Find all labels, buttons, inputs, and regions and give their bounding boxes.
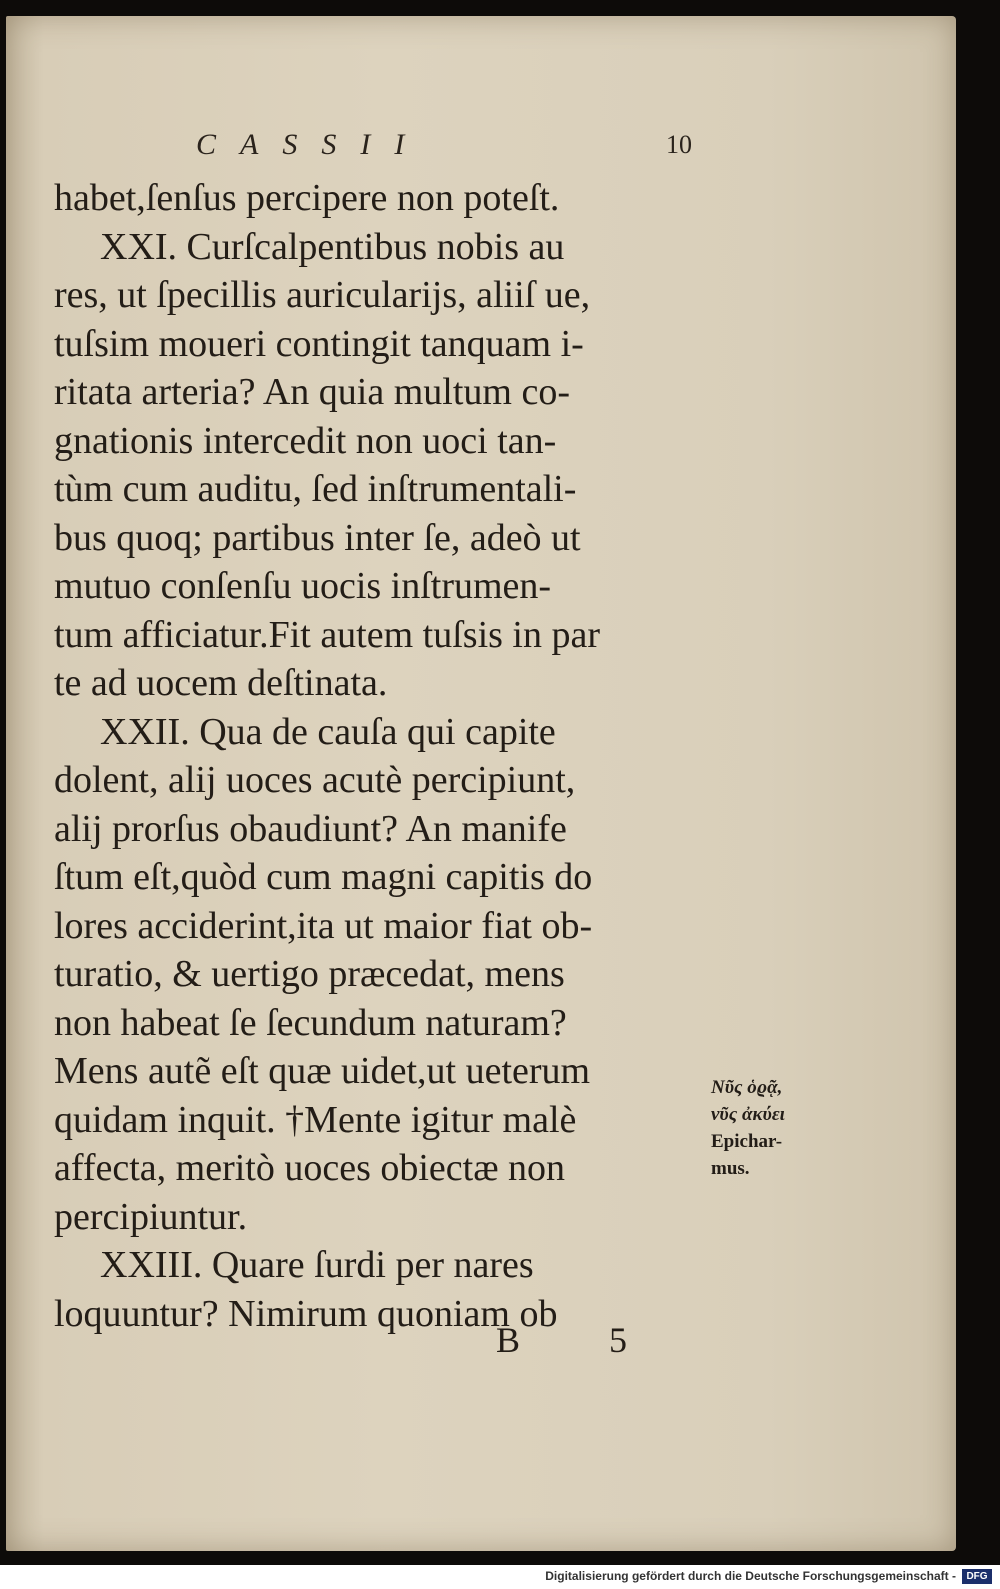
- text-line: mutuo conſenſu uocis inſtrumen-: [54, 565, 552, 607]
- page-number: 10: [666, 130, 692, 159]
- text-line: ritata arteria? An quia multum co-: [54, 371, 570, 413]
- text-line: alij prorſus obaudiunt? An manife: [54, 807, 567, 850]
- marginal-name-line: mus.: [711, 1158, 750, 1179]
- marginal-name-line: Epichar-: [711, 1131, 783, 1152]
- text-line: percipiuntur.: [54, 1195, 248, 1238]
- text-line: dolent, alij uoces acutè percipiunt,: [54, 759, 576, 801]
- text-line: ſtum eſt,quòd cum magni capitis do: [54, 856, 593, 898]
- body-text: [54, 174, 704, 1338]
- text-line: bus quoq; partibus inter ſe, adeò ut: [54, 516, 581, 559]
- text-line: Mens autẽ eſt quæ uidet,ut ueterum: [54, 1050, 591, 1092]
- text-line: res, ut ſpecillis auricularijs, aliiſ ue,: [54, 274, 591, 316]
- text-line: quidam inquit. †Mente igitur malè: [54, 1098, 577, 1141]
- book-page: [6, 16, 956, 1551]
- marginal-note: [711, 1074, 841, 1182]
- dfg-logo: DFG: [962, 1569, 992, 1584]
- text-line: non habeat ſe ſecundum naturam?: [54, 1001, 567, 1044]
- text-line: XXII. Qua de cauſa qui capite: [100, 710, 556, 753]
- marginal-greek-line: Nῦς ὁϱᾷ,: [711, 1077, 783, 1098]
- text-line: turatio, & uertigo præcedat, mens: [54, 953, 565, 995]
- funding-credit: Digitalisierung gefördert durch die Deutsche Forschungsgemeinschaft -: [545, 1569, 956, 1583]
- footer-bar: [0, 1565, 1000, 1589]
- text-line: habet,ſenſus percipere non poteſt.: [54, 177, 560, 219]
- running-head: CASSII: [196, 128, 429, 161]
- text-line: gnationis intercedit non uoci tan-: [54, 419, 557, 462]
- text-line: te ad uocem deſtinata.: [54, 662, 388, 704]
- text-line: tùm cum auditu, ſed inſtrumentali-: [54, 468, 577, 510]
- text-line: loquuntur? Nimirum quoniam ob: [54, 1292, 558, 1335]
- text-line: tum afficiatur.Fit autem tuſsis in par: [54, 613, 600, 656]
- marginal-greek-line: νῦς ἀκύει: [711, 1104, 785, 1125]
- text-line: affecta, meritò uoces obiectæ non: [54, 1147, 566, 1189]
- text-line: XXIII. Quare ſurdi per nares: [100, 1244, 534, 1286]
- text-line: lores acciderint,ita ut maior fiat ob-: [54, 904, 593, 947]
- text-line: tuſsim moueri contingit tanquam i-: [54, 322, 584, 365]
- signature-mark: B 5: [496, 1320, 668, 1360]
- text-line: XXI. Curſcalpentibus nobis au: [100, 225, 565, 268]
